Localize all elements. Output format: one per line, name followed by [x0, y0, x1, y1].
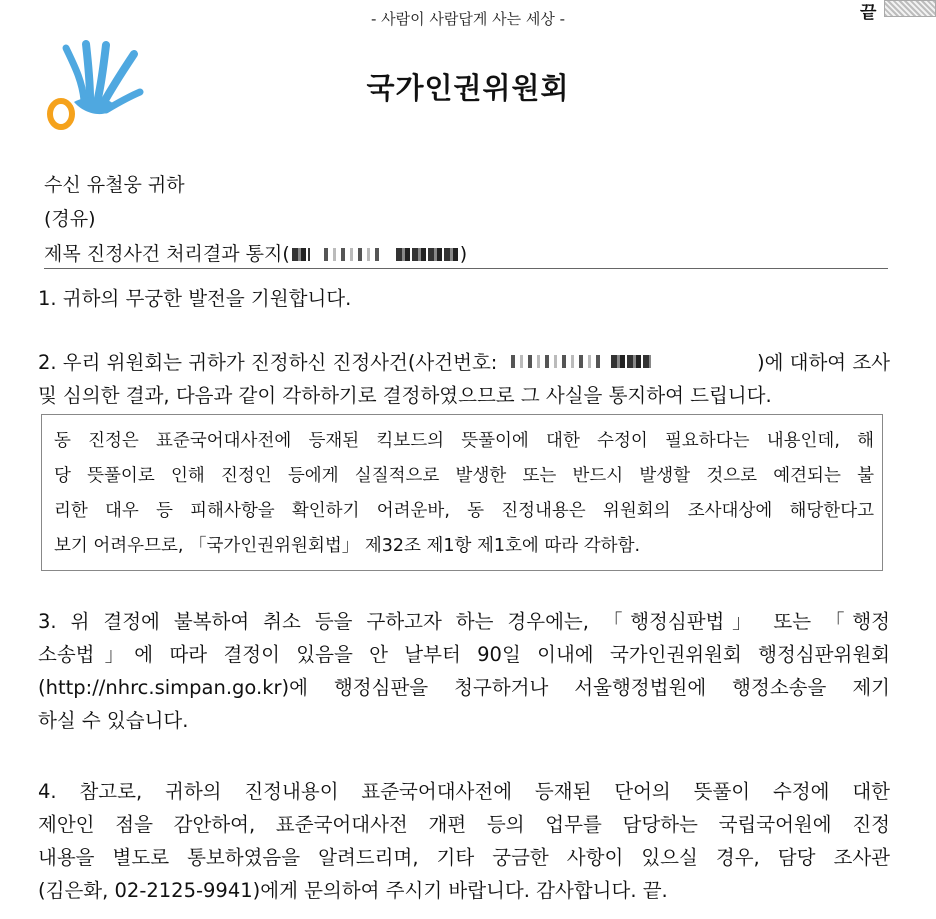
paragraph-line: 3. 위 결정에 불복하여 취소 등을 구하고자 하는 경우에는, 「행정심판법」 또는 「행정 — [38, 610, 890, 633]
paragraph-line: (http://nhrc.simpan.go.kr)에 행정심판을 청구하거나 서울행정법원에 행정소송을 제기 — [38, 676, 890, 699]
redacted-stamp-icon — [884, 0, 936, 17]
header-rule — [44, 268, 888, 269]
paragraph-line: 제안인 점을 감안하여, 표준국어대사전 개편 등의 업무를 담당하는 국립국어원에 진정 — [38, 813, 890, 836]
redacted-block — [324, 248, 384, 261]
decision-line: 당 뜻풀이로 인해 진정인 등에게 실질적으로 발생한 또는 반드시 발생할 것으로 예견되는 불 — [54, 466, 874, 486]
redacted-block — [292, 248, 310, 261]
paragraph-line: (김은화, 02-2125-9941)에게 문의하여 주시기 바랍니다. 감사합니다. 끝. — [38, 879, 668, 902]
redacted-block — [511, 355, 603, 368]
decision-text — [54, 424, 874, 564]
redacted-block — [396, 248, 460, 261]
paragraph-4 — [38, 775, 890, 907]
paragraph-line: 내용을 별도로 통보하였음을 알려드리며, 기타 궁금한 사항이 있으실 경우, 담당 조사관 — [38, 846, 890, 869]
redacted-block — [611, 355, 651, 368]
via-line: (경유) — [44, 208, 96, 230]
case-number-suffix: )에 대하여 조사 — [756, 351, 890, 374]
decision-line: 보기 어려우므로, 「국가인권위원회법」 제32조 제1항 제1호에 따라 각하함. — [54, 536, 641, 556]
corner-mark: 끝 — [860, 3, 877, 23]
decision-line: 동 진정은 표준국어대사전에 등재된 킥보드의 뜻풀이에 대한 수정이 필요하다는 내용인데, 해 — [54, 431, 874, 451]
paragraph-line: 소송법」에 따라 결정이 있음을 안 날부터 90일 이내에 국가인권위원회 행정심판위원회 — [38, 643, 890, 666]
paragraph-3 — [38, 605, 890, 737]
paragraph-2-line-1 — [38, 347, 890, 375]
subject-line — [44, 239, 467, 266]
organization-name: 국가인권위원회 — [366, 71, 570, 105]
paragraph-line: 하실 수 있습니다. — [38, 709, 189, 732]
subject-suffix: ) — [459, 243, 468, 265]
redacted-case-number — [497, 347, 757, 375]
recipient-line: 수신 유철웅 귀하 — [44, 174, 185, 196]
case-number-label: 2. 우리 위원회는 귀하가 진정하신 진정사건(사건번호: — [38, 351, 498, 374]
paragraph-line: 4. 참고로, 귀하의 진정내용이 표준국어대사전에 등재된 단어의 뜻풀이 수정에 대한 — [38, 780, 890, 803]
subject-prefix: 제목 진정사건 처리결과 통지( — [44, 243, 290, 265]
paragraph-1: 1. 귀하의 무궁한 발전을 기원합니다. — [38, 287, 352, 310]
decision-line: 리한 대우 등 피해사항을 확인하기 어려운바, 동 진정내용은 위원회의 조사대상에 해당한다고 — [54, 501, 874, 521]
paragraph-2-line-2: 및 심의한 결과, 다음과 같이 각하하기로 결정하였으므로 그 사실을 통지하여 드립니다. — [38, 384, 772, 407]
motto: - 사람이 사람답게 사는 세상 - — [370, 10, 566, 28]
